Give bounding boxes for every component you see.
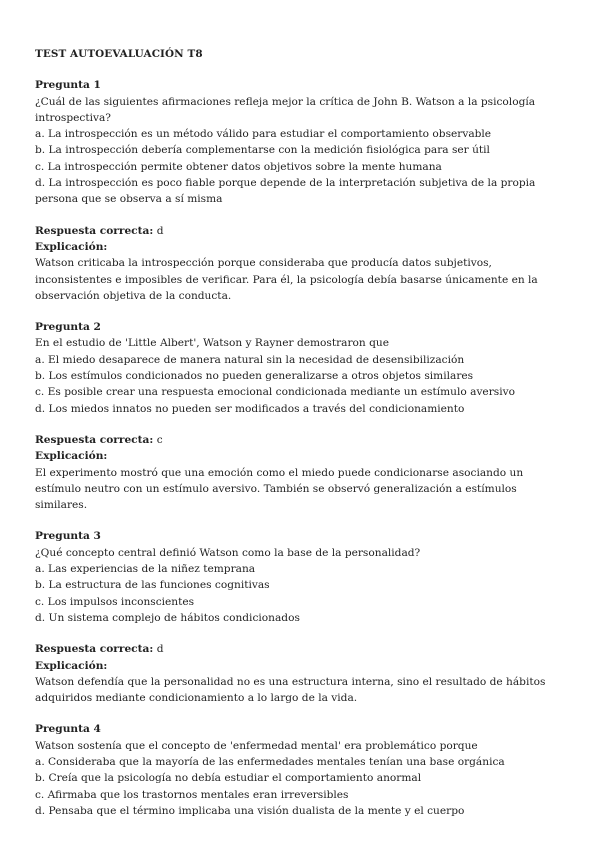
option-b: b. La introspección debería complementarse con la medición fisiológica para ser útil xyxy=(35,144,490,157)
document-page xyxy=(35,46,570,819)
option-b: b. Los estímulos condicionados no pueden generalizarse a otros objetos similares xyxy=(35,370,474,383)
option-b: b. La estructura de las funciones cognitivas xyxy=(35,579,270,592)
answer-block xyxy=(35,223,570,304)
option-c: c. Los impulsos inconscientes xyxy=(35,595,195,608)
option-d: d. Un sistema complejo de hábitos condicionados xyxy=(35,611,300,624)
question-heading: Pregunta 3 xyxy=(35,530,101,543)
answer-block xyxy=(35,432,570,513)
option-c: c. La introspección permite obtener datos objetivos sobre la mente humana xyxy=(35,160,442,173)
answer-value: c xyxy=(156,433,163,446)
option-a: a. El miedo desaparece de manera natural sin la necesidad de desensibilización xyxy=(35,353,465,366)
question-1 xyxy=(35,77,570,304)
document-title: TEST AUTOEVALUACIÓN T8 xyxy=(35,48,203,60)
question-2 xyxy=(35,319,570,513)
explanation-label: Explicación: xyxy=(35,240,108,253)
question-4 xyxy=(35,721,570,819)
option-d: d. Los miedos innatos no pueden ser modificados a través del condicionamiento xyxy=(35,402,465,415)
question-heading: Pregunta 1 xyxy=(35,79,101,92)
question-heading: Pregunta 2 xyxy=(35,321,101,334)
explanation-text: El experimento mostró que una emoción como el miedo puede condicionarse asociando un estímulo neutro con un estímulo aversivo. También se observó generalización a estímulos similares. xyxy=(35,466,524,512)
question-heading: Pregunta 4 xyxy=(35,723,101,736)
question-3 xyxy=(35,528,570,706)
question-text: En el estudio de 'Little Albert', Watson y Rayner demostraron que xyxy=(35,337,389,350)
answer-value: d xyxy=(156,643,164,656)
correct-answer xyxy=(35,641,570,657)
answer-value: d xyxy=(156,224,164,237)
option-d: d. Pensaba que el término implicaba una visión dualista de la mente y el cuerpo xyxy=(35,804,465,817)
question-text: ¿Cuál de las siguientes afirmaciones refleja mejor la crítica de John B. Watson a la psicología introspectiva? xyxy=(35,95,536,124)
option-a: a. La introspección es un método válido para estudiar el comportamiento observable xyxy=(35,128,492,141)
correct-answer xyxy=(35,432,570,448)
option-c: c. Es posible crear una respuesta emocional condicionada mediante un estímulo aversivo xyxy=(35,386,515,399)
explanation-label: Explicación: xyxy=(35,659,108,672)
explanation-text: Watson criticaba la introspección porque consideraba que producía datos subjetivos, inconsistentes e imposibles de verificar. Para él, la psicología debía basarse únicamente en la observación objetiva de la conducta. xyxy=(35,257,538,302)
answer-label: Respuesta correcta: xyxy=(35,433,154,446)
option-c: c. Afirmaba que los trastornos mentales eran irreversibles xyxy=(35,788,349,801)
answer-label: Respuesta correcta: xyxy=(35,224,154,237)
answer-block xyxy=(35,641,570,706)
answer-label: Respuesta correcta: xyxy=(35,643,154,656)
option-d: d. La introspección es poco fiable porque depende de la interpretación subjetiva de la propia persona que se observa a sí misma xyxy=(35,177,536,206)
explanation-label: Explicación: xyxy=(35,450,108,463)
option-a: a. Las experiencias de la niñez temprana xyxy=(35,563,256,576)
option-b: b. Creía que la psicología no debía estudiar el comportamiento anormal xyxy=(35,772,422,785)
question-text: Watson sostenía que el concepto de 'enfermedad mental' era problemático porque xyxy=(35,739,478,752)
explanation-text: Watson defendía que la personalidad no es una estructura interna, sino el resultado de hábitos adquiridos mediante condicionamiento a lo largo de la vida. xyxy=(35,675,546,705)
question-text: ¿Qué concepto central definió Watson como la base de la personalidad? xyxy=(35,546,421,559)
correct-answer xyxy=(35,223,570,239)
option-a: a. Consideraba que la mayoría de las enfermedades mentales tenían una base orgánica xyxy=(35,755,505,768)
